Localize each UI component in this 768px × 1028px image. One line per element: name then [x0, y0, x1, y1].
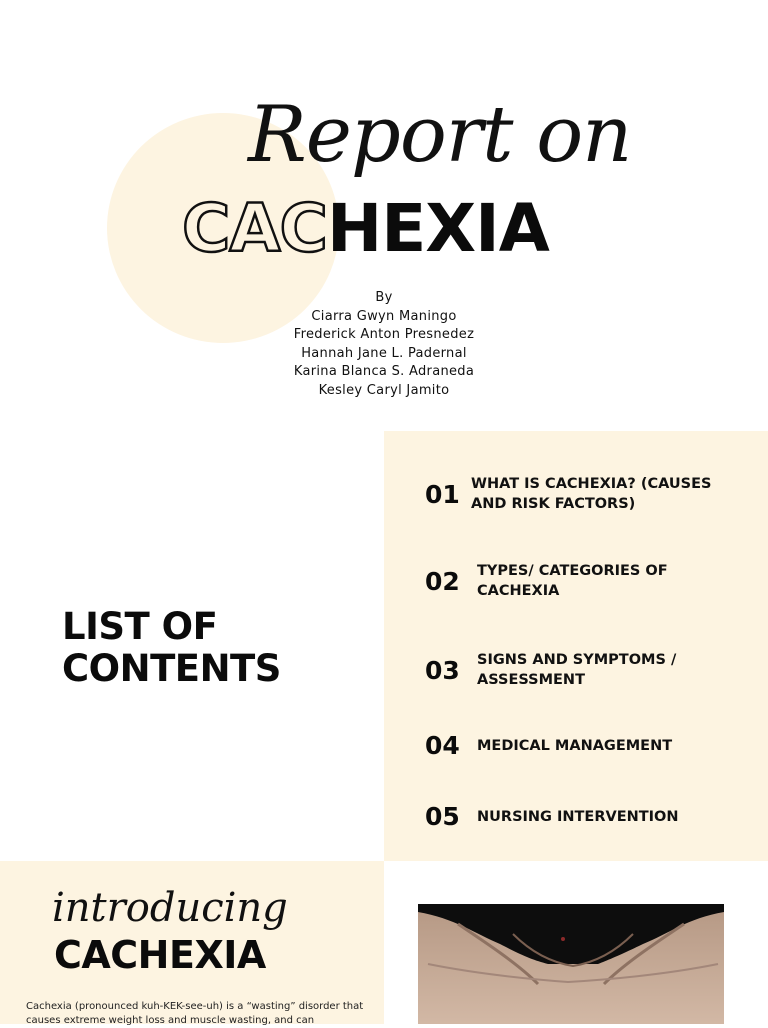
contents-item-2: [425, 561, 717, 601]
photo-illustration: [418, 904, 724, 1024]
contents-heading-line1: LIST OF: [62, 605, 218, 648]
author-by-line: By: [375, 290, 393, 305]
contents-item-5: [425, 802, 717, 831]
contents-item-label: MEDICAL MANAGEMENT: [477, 737, 673, 754]
contents-item-label: WHAT IS CACHEXIA? (CAUSES AND RISK FACTORS): [471, 476, 712, 512]
intro-title: CACHEXIA: [54, 933, 266, 977]
contents-item-number: 03: [425, 655, 460, 685]
contents-item-3: [425, 650, 717, 690]
contents-item-number: 02: [425, 566, 460, 596]
main-title-solid-part: HEXIA: [326, 190, 549, 267]
cachexia-photo: [418, 904, 724, 1024]
contents-heading-line2: CONTENTS: [62, 647, 281, 690]
contents-heading: [62, 606, 281, 690]
script-title: Report on: [248, 90, 632, 180]
contents-item-label: NURSING INTERVENTION: [477, 808, 679, 825]
main-title-outline-part: CAC: [182, 190, 327, 267]
intro-script-heading: introducing: [52, 885, 288, 931]
contents-item-number: 05: [425, 802, 460, 831]
contents-item-label: TYPES/ CATEGORIES OF CACHEXIA: [477, 563, 668, 599]
author-name: Hannah Jane L. Padernal: [301, 345, 467, 361]
contents-item-number: 04: [425, 731, 460, 760]
contents-item-4: [425, 731, 717, 760]
contents-item-number: 01: [425, 479, 460, 509]
author-name: Ciarra Gwyn Maningo: [311, 308, 457, 324]
main-title: [182, 190, 549, 267]
contents-item-1: [425, 474, 733, 514]
author-name: Frederick Anton Presnedez: [293, 327, 475, 342]
contents-item-label: SIGNS AND SYMPTOMS / ASSESSMENT: [477, 652, 677, 688]
author-list: [234, 289, 534, 400]
author-name: Kesley Caryl Jamito: [318, 382, 450, 398]
author-name: Karina Blanca S. Adraneda: [293, 364, 475, 379]
intro-body-text: Cachexia (pronounced kuh-KEK-see-uh) is a “wasting” disorder that causes extreme weight loss and muscle wasting, and can: [26, 1001, 364, 1026]
